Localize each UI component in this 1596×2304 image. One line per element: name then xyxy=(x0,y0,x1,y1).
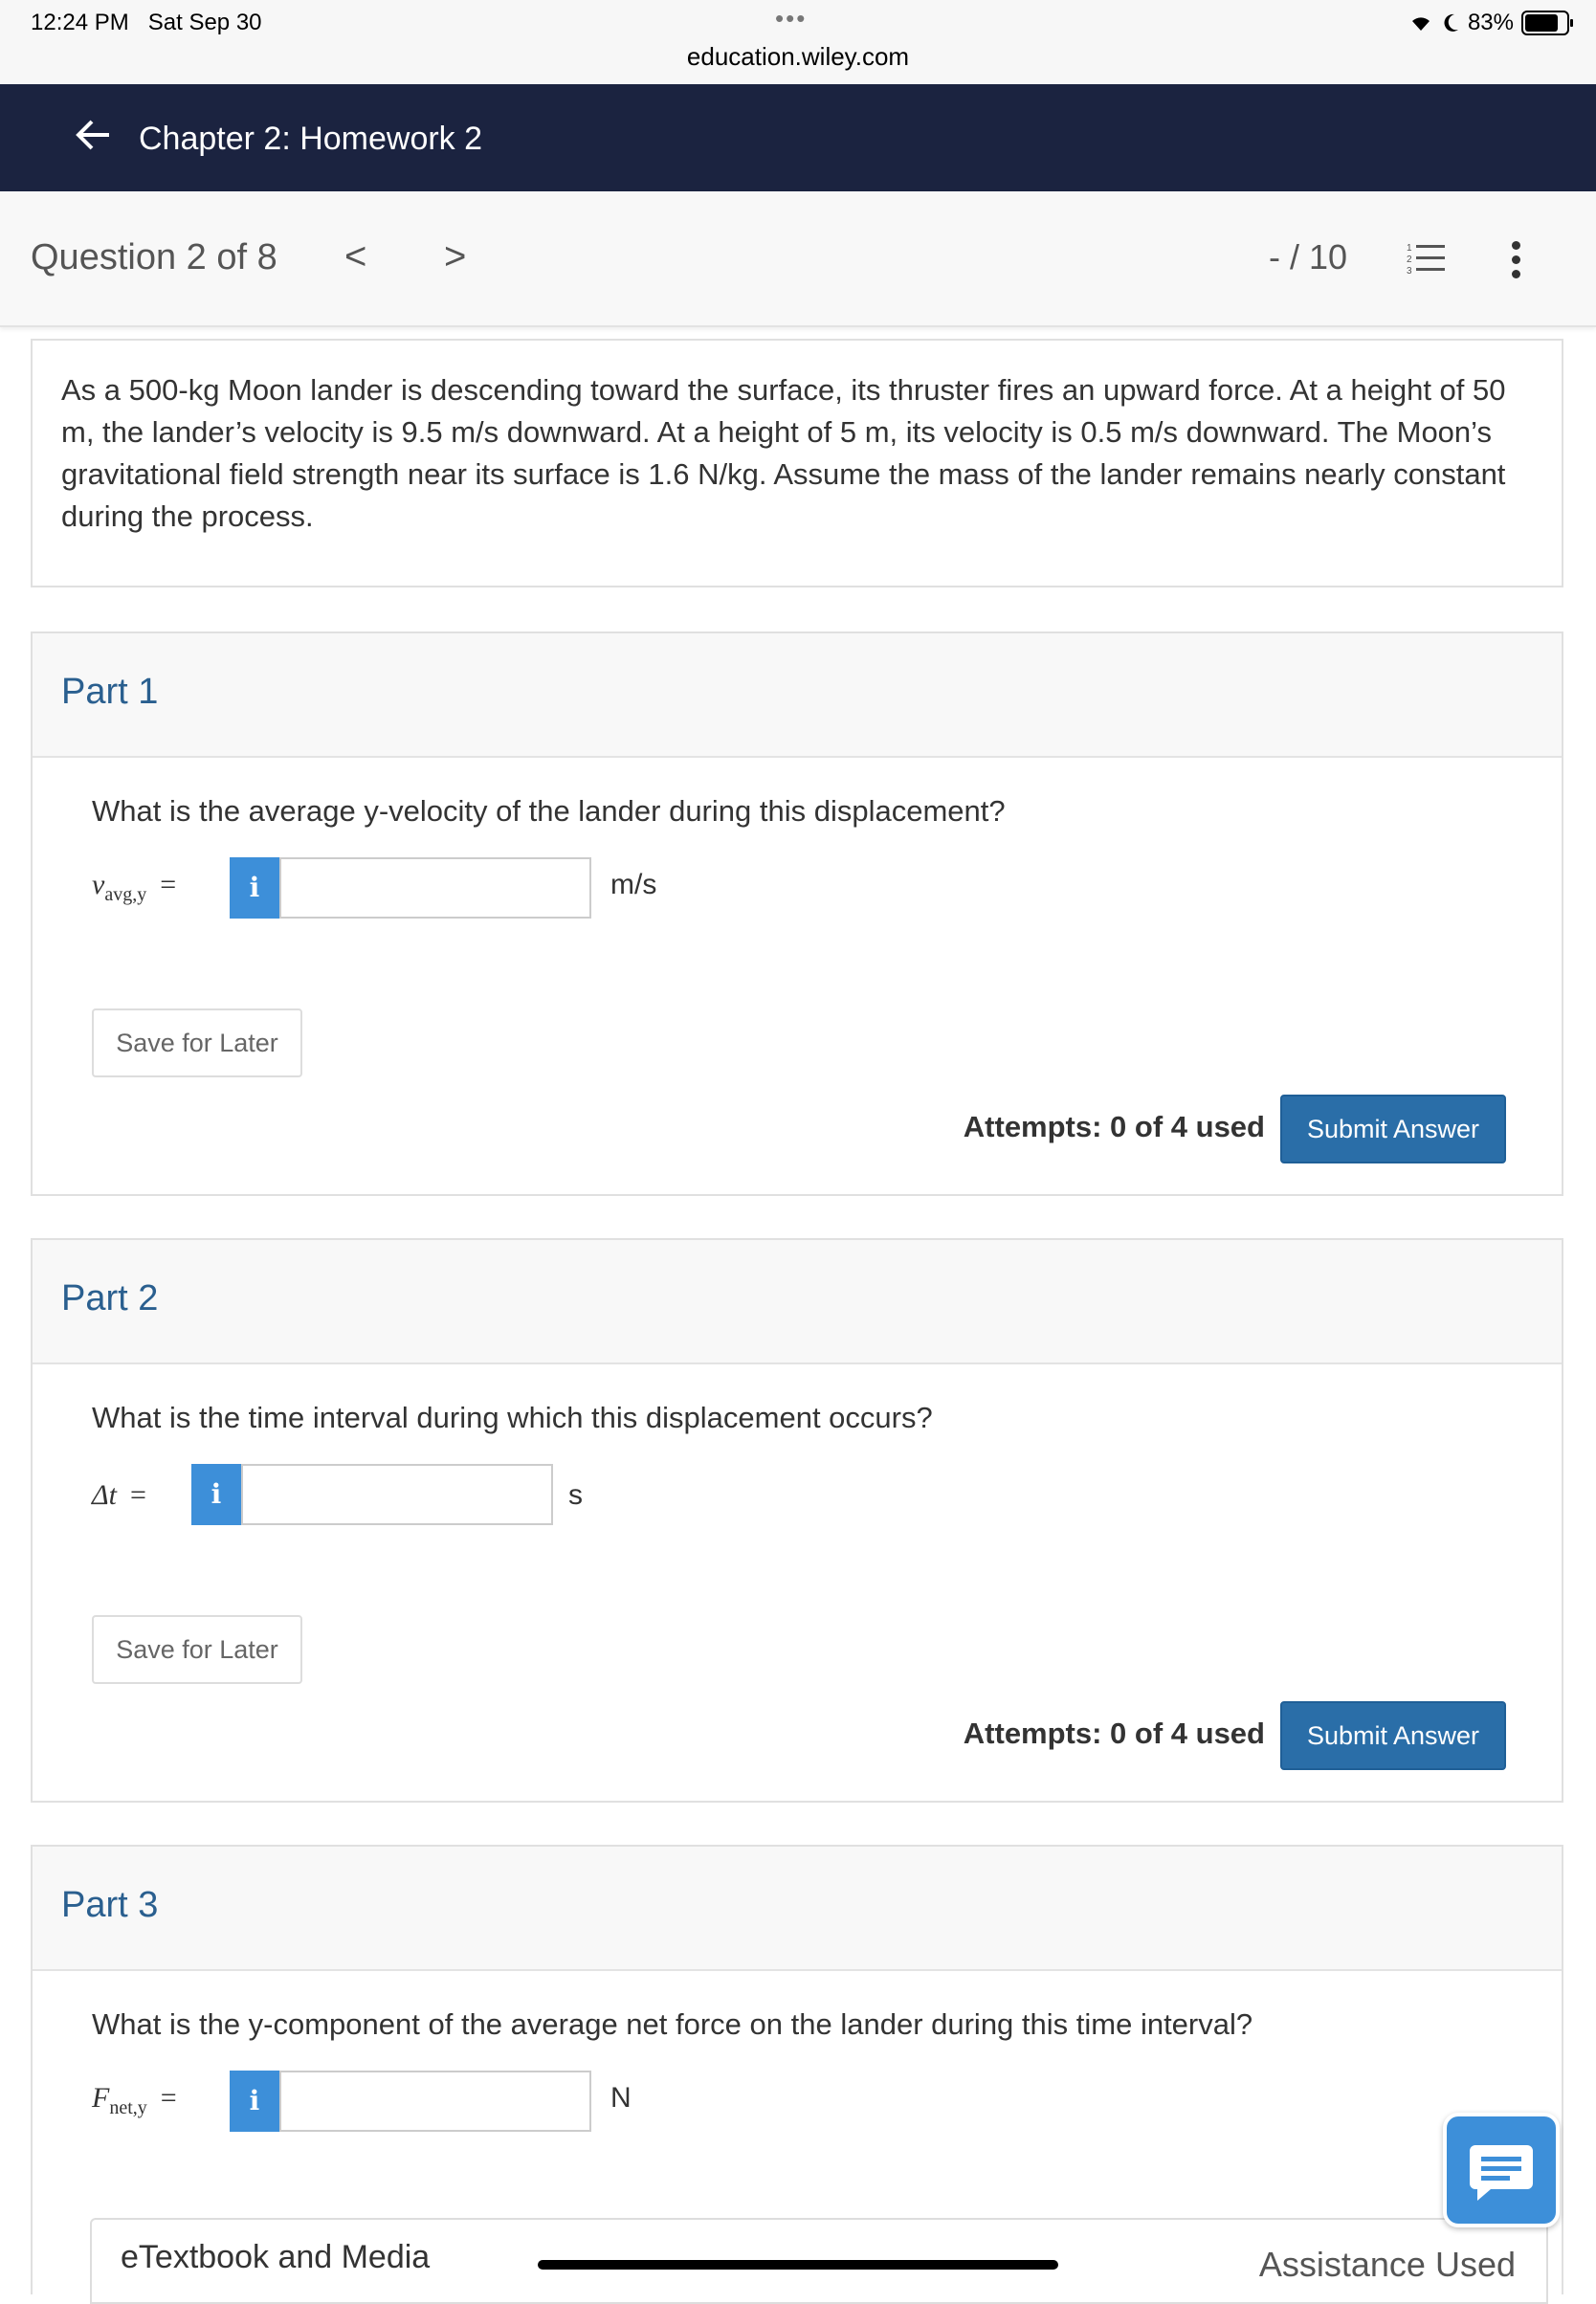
battery-icon xyxy=(1521,11,1569,35)
part-3-title: Part 3 xyxy=(61,1885,159,1925)
part-3-variable-label: $F_{net,y}$ = xyxy=(92,2082,177,2118)
svg-text:2: 2 xyxy=(1407,255,1412,265)
part-1-header xyxy=(33,633,1562,758)
part-2-submit-button[interactable]: Submit Answer xyxy=(1280,1701,1506,1770)
status-icons xyxy=(1408,10,1569,36)
part-1-question: What is the average y-velocity of the lander during this displacement? xyxy=(92,794,1006,828)
question-score: - / 10 xyxy=(1269,237,1348,277)
part-2 xyxy=(31,1238,1563,1803)
prev-question-button[interactable]: < xyxy=(344,235,367,277)
wifi-icon xyxy=(1408,13,1433,33)
next-question-button[interactable]: > xyxy=(444,235,467,277)
svg-text:1: 1 xyxy=(1407,243,1412,254)
part-3-answer-input[interactable] xyxy=(279,2071,591,2132)
part-2-save-button[interactable]: Save for Later xyxy=(92,1615,302,1684)
part-2-question: What is the time interval during which this displacement occurs? xyxy=(92,1401,933,1434)
part-1-submit-button[interactable]: Submit Answer xyxy=(1280,1095,1506,1163)
part-3-question: What is the y-component of the average net force on the lander during this time interval? xyxy=(92,2007,1253,2041)
question-bar xyxy=(0,191,1596,327)
part-1-unit: m/s xyxy=(610,869,657,900)
part-2-answer-input[interactable] xyxy=(241,1464,553,1525)
part-3-info-icon[interactable]: i xyxy=(230,2071,279,2132)
numbered-list-icon[interactable] xyxy=(1407,241,1447,276)
part-1-attempts: Attempts: 0 of 4 used xyxy=(963,1110,1265,1143)
part-2-attempts: Attempts: 0 of 4 used xyxy=(963,1717,1265,1750)
chat-icon[interactable] xyxy=(1443,2113,1560,2227)
battery-percent: 83% xyxy=(1467,10,1514,35)
status-time: 12:24 PM Sat Sep 30 xyxy=(31,10,262,35)
svg-text:3: 3 xyxy=(1407,266,1412,276)
part-1-save-button[interactable]: Save for Later xyxy=(92,1008,302,1077)
part-3-header xyxy=(33,1847,1562,1971)
assistance-used-label: Assistance Used xyxy=(1258,2245,1516,2284)
part-2-info-icon[interactable]: i xyxy=(191,1464,241,1525)
part-2-variable-label: Δt = xyxy=(92,1479,146,1511)
problem-statement xyxy=(31,339,1563,587)
etextbook-label[interactable]: eTextbook and Media xyxy=(121,2239,431,2275)
part-2-header xyxy=(33,1240,1562,1364)
multitask-dots[interactable]: ••• xyxy=(775,4,808,33)
part-1-title: Part 1 xyxy=(61,672,159,712)
part-3-unit: N xyxy=(610,2082,632,2114)
moon-icon xyxy=(1441,12,1460,33)
app-header xyxy=(0,84,1596,191)
status-bar xyxy=(0,0,1596,84)
part-1 xyxy=(31,631,1563,1196)
part-2-unit: s xyxy=(568,1479,583,1511)
url-label[interactable]: education.wiley.com xyxy=(686,42,910,71)
page-title[interactable]: Chapter 2: Homework 2 xyxy=(139,121,483,157)
part-1-info-icon[interactable]: i xyxy=(230,857,279,919)
more-vertical-icon[interactable] xyxy=(1512,241,1523,279)
part-1-answer-input[interactable] xyxy=(279,857,591,919)
part-2-title: Part 2 xyxy=(61,1278,159,1318)
home-indicator[interactable] xyxy=(538,2260,1058,2270)
problem-text: As a 500-kg Moon lander is descending toward the surface, its thruster fires an upward force. At a height of 50 m, the lander’s velocity is 9.5 m/s downward. At a height of 5 m, its velocity is 0.5 m/s downward. The Moon’s gravitational field strength near its surface is 1.6 N/kg. Assume the mass of the lander remains nearly constant during the process. xyxy=(61,373,1506,533)
question-counter: Question 2 of 8 xyxy=(31,237,277,277)
arrow-left-icon[interactable] xyxy=(75,119,111,158)
part-1-variable-label: $v_{avg,y}$ = xyxy=(92,869,177,905)
